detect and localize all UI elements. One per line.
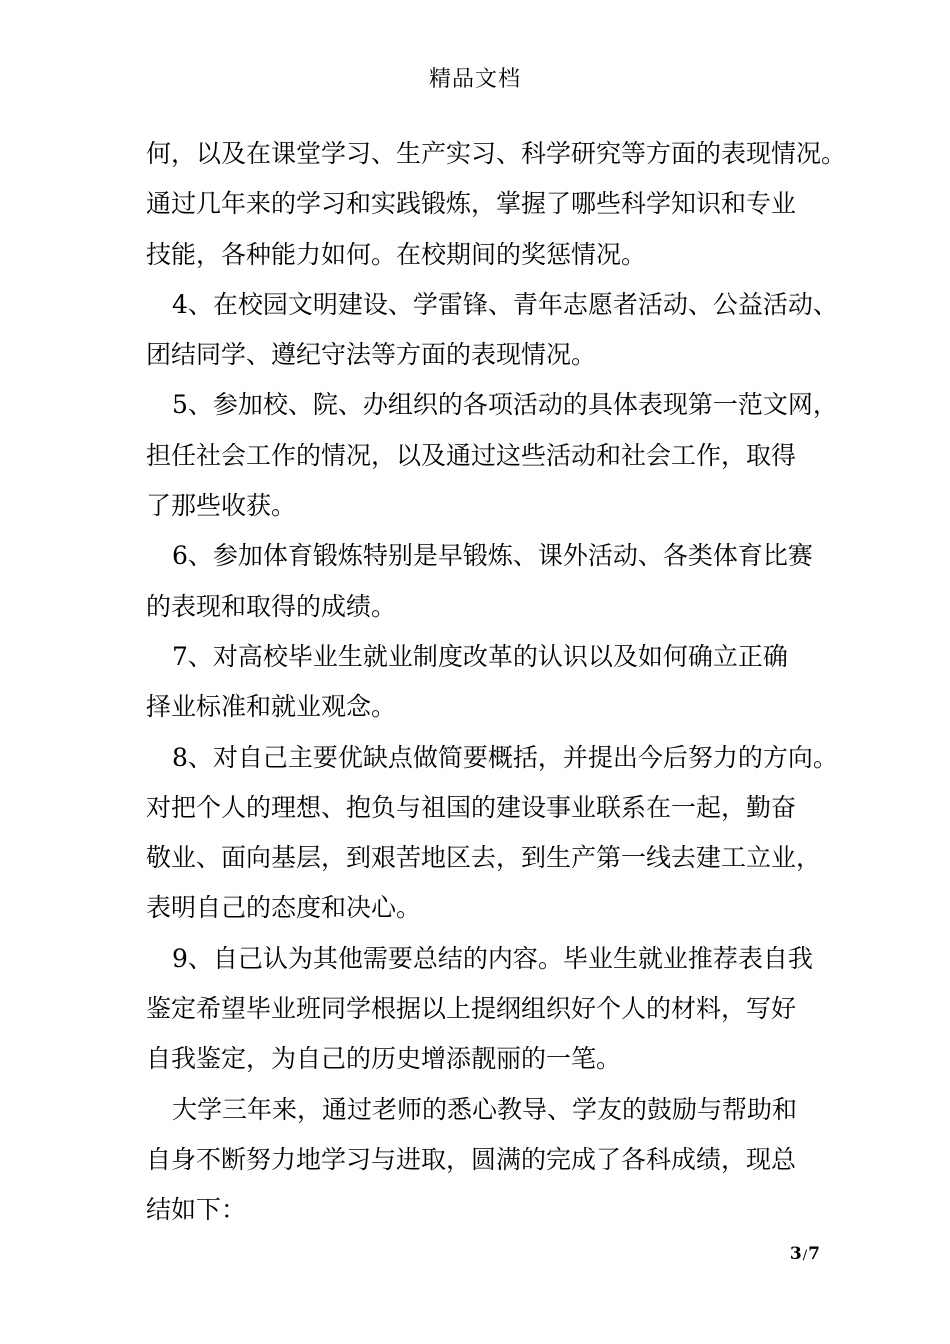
text-line: 大学三年来，通过老师的悉心教导、学友的鼓励与帮助和: [172, 1094, 798, 1124]
text-line: 自我鉴定，为自己的历史增添靓丽的一笔。: [146, 1044, 622, 1074]
text-line: 4、在校园文明建设、学雷锋、青年志愿者活动、公益活动、: [172, 289, 838, 319]
text-line: 6、参加体育锻炼特别是早锻炼、课外活动、各类体育比赛: [172, 541, 813, 571]
text-line: 自身不断努力地学习与进取，圆满的完成了各科成绩，现总: [146, 1144, 797, 1174]
page-current: 3: [789, 1244, 802, 1264]
text-line: 敬业、面向基层，到艰苦地区去，到生产第一线去建工立业，: [146, 843, 822, 873]
page-total: 7: [808, 1244, 820, 1264]
text-line: 7、对高校毕业生就业制度改革的认识以及如何确立正确: [172, 641, 788, 671]
text-line: 何，以及在课堂学习、生产实习、科学研究等方面的表现情况。: [146, 139, 847, 168]
text-line: 择业标准和就业观念。: [146, 692, 397, 722]
text-line: 技能，各种能力如何。在校期间的奖惩情况。: [146, 239, 647, 269]
text-line: 结如下：: [146, 1195, 247, 1225]
text-line: 团结同学、遵纪守法等方面的表现情况。: [146, 340, 597, 370]
text-line: 9、自己认为其他需要总结的内容。毕业生就业推荐表自我: [172, 943, 813, 973]
body-text: [146, 129, 847, 1236]
text-line: 担任社会工作的情况，以及通过这些活动和社会工作，取得: [146, 440, 797, 470]
text-line: 5、参加校、院、办组织的各项活动的具体表现第一范文网，: [172, 390, 838, 420]
page-number: [700, 1243, 820, 1267]
text-line: 通过几年来的学习和实践锻炼，掌握了哪些科学知识和专业: [146, 189, 797, 219]
text-line: 对把个人的理想、抱负与祖国的建设事业联系在一起，勤奋: [146, 792, 797, 822]
text-line: 8、对自己主要优缺点做简要概括，并提出今后努力的方向。: [172, 742, 838, 772]
page-header: 精品文档: [428, 67, 521, 92]
page-separator: /: [802, 1248, 808, 1263]
text-line: 了那些收获。: [146, 491, 297, 521]
text-line: 的表现和取得的成绩。: [146, 591, 397, 621]
text-line: 鉴定希望毕业班同学根据以上提纲组织好个人的材料，写好: [146, 994, 797, 1024]
text-line: 表明自己的态度和决心。: [146, 893, 422, 923]
